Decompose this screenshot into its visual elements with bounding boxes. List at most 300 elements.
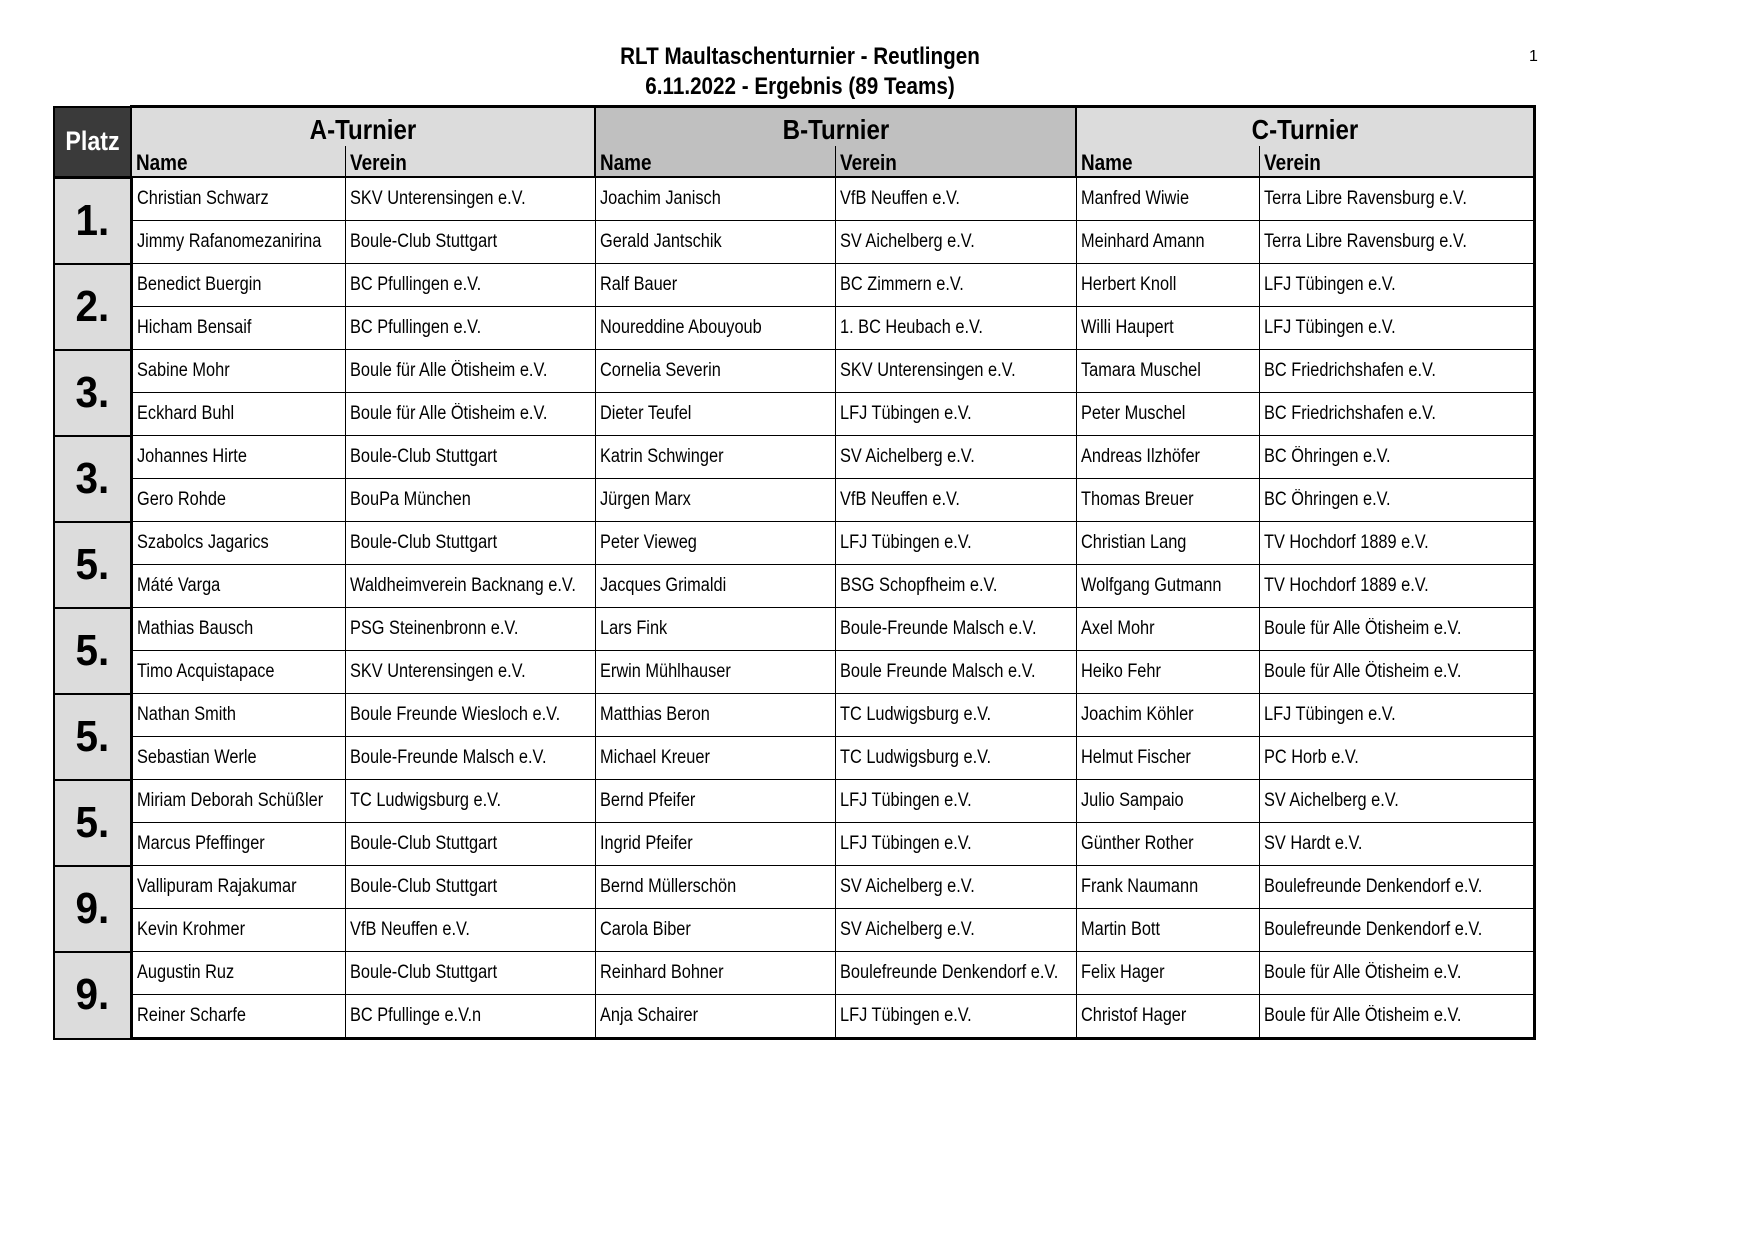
player-name: Bernd Müllerschön: [599, 876, 736, 897]
club-name: Boule für Alle Ötisheim e.V.: [349, 360, 547, 381]
cell-b-name: [595, 823, 835, 866]
player-name: Augustin Ruz: [136, 962, 234, 983]
cell-a-verein: [345, 177, 595, 221]
cell-c-verein: [1259, 522, 1534, 565]
cell-a-verein: [345, 651, 595, 694]
cell-c-name: [1076, 221, 1259, 264]
player-name: Peter Muschel: [1080, 403, 1185, 424]
cell-b-name: [595, 909, 835, 952]
rank-label: 9.: [75, 970, 110, 1019]
player-name: Benedict Buergin: [136, 274, 261, 295]
club-name: LFJ Tübingen e.V.: [839, 790, 972, 811]
cell-b-name: [595, 608, 835, 651]
player-name: Jimmy Rafanomezanirina: [136, 231, 321, 252]
cell-a-name: [131, 479, 345, 522]
cell-a-verein: [345, 952, 595, 995]
cell-a-verein: [345, 522, 595, 565]
cell-a-name: [131, 221, 345, 264]
player-name: Bernd Pfeifer: [599, 790, 695, 811]
table-row: [54, 608, 1534, 651]
club-name: Boule für Alle Ötisheim e.V.: [349, 403, 547, 424]
cell-a-verein: [345, 995, 595, 1039]
player-name: Peter Vieweg: [599, 532, 697, 553]
table-row: [54, 866, 1534, 909]
player-name: Szabolcs Jagarics: [136, 532, 269, 553]
club-name: Boule Freunde Malsch e.V.: [839, 661, 1036, 682]
cell-b-name: [595, 952, 835, 995]
cell-b-verein: [835, 866, 1076, 909]
col-label: Name: [1081, 150, 1133, 175]
player-name: Ralf Bauer: [599, 274, 677, 295]
table-row: [54, 264, 1534, 307]
player-name: Ingrid Pfeifer: [599, 833, 693, 854]
cell-b-verein: [835, 608, 1076, 651]
club-name: SKV Unterensingen e.V.: [349, 188, 526, 209]
table-row: [54, 909, 1534, 952]
player-name: Carola Biber: [599, 919, 691, 940]
club-name: LFJ Tübingen e.V.: [839, 1005, 972, 1026]
cell-a-name: [131, 866, 345, 909]
rank-label: 1.: [75, 195, 110, 245]
cell-c-verein: [1259, 737, 1534, 780]
player-name: Timo Acquistapace: [136, 661, 274, 682]
club-name: SV Aichelberg e.V.: [839, 231, 975, 252]
table-row: [54, 479, 1534, 522]
cell-a-name: [131, 264, 345, 307]
player-name: Julio Sampaio: [1080, 790, 1184, 811]
player-name: Andreas Ilzhöfer: [1080, 446, 1200, 467]
cell-b-verein: [835, 393, 1076, 436]
col-label: Verein: [349, 150, 407, 175]
cell-c-verein: [1259, 823, 1534, 866]
cell-c-verein: [1259, 307, 1534, 350]
cell-a-name: [131, 651, 345, 694]
col-header-c-name: [1076, 146, 1259, 177]
table-row: [54, 651, 1534, 694]
document-title: [112, 43, 1488, 71]
player-name: Willi Haupert: [1080, 317, 1174, 338]
rank-cell: [54, 264, 131, 350]
cell-c-verein: [1259, 393, 1534, 436]
cell-a-name: [131, 436, 345, 479]
club-name: TC Ludwigsburg e.V.: [349, 790, 501, 811]
col-label: Name: [136, 150, 188, 175]
club-name: BC Pfullinge e.V.n: [349, 1005, 481, 1026]
player-name: Tamara Muschel: [1080, 360, 1201, 381]
cell-a-verein: [345, 909, 595, 952]
cell-a-verein: [345, 866, 595, 909]
table-row: [54, 307, 1534, 350]
player-name: Mathias Bausch: [136, 618, 253, 639]
club-name: PC Horb e.V.: [1263, 747, 1359, 768]
cell-c-verein: [1259, 866, 1534, 909]
cell-a-name: [131, 393, 345, 436]
club-name: BC Pfullingen e.V.: [349, 274, 481, 295]
cell-a-verein: [345, 264, 595, 307]
group-header-b: [595, 107, 1076, 147]
cell-b-verein: [835, 952, 1076, 995]
cell-b-verein: [835, 436, 1076, 479]
table-row: [54, 522, 1534, 565]
cell-c-verein: [1259, 909, 1534, 952]
club-name: SV Hardt e.V.: [1263, 833, 1362, 854]
cell-c-verein: [1259, 651, 1534, 694]
cell-c-verein: [1259, 952, 1534, 995]
rank-cell: [54, 694, 131, 780]
col-label: Name: [600, 150, 652, 175]
table-row: [54, 221, 1534, 264]
group-label-a: A-Turnier: [309, 114, 417, 145]
club-name: LFJ Tübingen e.V.: [839, 532, 972, 553]
cell-b-name: [595, 651, 835, 694]
rank-label: 5.: [75, 539, 110, 589]
cell-b-name: [595, 694, 835, 737]
player-name: Noureddine Abouyoub: [599, 317, 762, 338]
cell-b-name: [595, 307, 835, 350]
group-label-b: B-Turnier: [782, 114, 889, 145]
platz-header-label: Platz: [65, 126, 120, 156]
player-name: Matthias Beron: [599, 704, 710, 725]
player-name: Kevin Krohmer: [136, 919, 245, 940]
player-name: Reinhard Bohner: [599, 962, 724, 983]
player-name: Jacques Grimaldi: [599, 575, 726, 596]
cell-a-name: [131, 350, 345, 393]
cell-b-verein: [835, 909, 1076, 952]
cell-a-name: [131, 995, 345, 1039]
player-name: Michael Kreuer: [599, 747, 710, 768]
club-name: LFJ Tübingen e.V.: [839, 403, 972, 424]
col-header-b-verein: [835, 146, 1076, 177]
cell-c-verein: [1259, 608, 1534, 651]
rank-label: 3.: [75, 453, 110, 503]
club-name: BC Zimmern e.V.: [839, 274, 964, 295]
cell-a-name: [131, 737, 345, 780]
col-header-a-verein: [345, 146, 595, 177]
club-name: BC Friedrichshafen e.V.: [1263, 360, 1436, 381]
player-name: Miriam Deborah Schüßler: [136, 790, 323, 811]
club-name: VfB Neuffen e.V.: [349, 919, 470, 940]
player-name: Felix Hager: [1080, 962, 1165, 983]
club-name: BC Pfullingen e.V.: [349, 317, 481, 338]
cell-a-name: [131, 608, 345, 651]
cell-c-verein: [1259, 436, 1534, 479]
rank-cell: [54, 177, 131, 264]
player-name: Reiner Scharfe: [136, 1005, 246, 1026]
rank-cell: [54, 780, 131, 866]
cell-c-name: [1076, 565, 1259, 608]
player-name: Lars Fink: [599, 618, 667, 639]
club-name: SV Aichelberg e.V.: [839, 446, 975, 467]
club-name: BSG Schopfheim e.V.: [839, 575, 997, 596]
cell-b-name: [595, 565, 835, 608]
cell-b-verein: [835, 694, 1076, 737]
cell-c-name: [1076, 350, 1259, 393]
cell-c-name: [1076, 651, 1259, 694]
cell-b-name: [595, 780, 835, 823]
club-name: BC Friedrichshafen e.V.: [1263, 403, 1436, 424]
cell-c-name: [1076, 479, 1259, 522]
cell-b-name: [595, 350, 835, 393]
cell-c-name: [1076, 307, 1259, 350]
cell-a-verein: [345, 823, 595, 866]
col-label: Verein: [839, 150, 897, 175]
cell-b-verein: [835, 651, 1076, 694]
club-name: SKV Unterensingen e.V.: [839, 360, 1016, 381]
title-line-1: RLT Maultaschenturnier - Reutlingen: [620, 43, 980, 70]
cell-c-name: [1076, 177, 1259, 221]
col-header-c-verein: [1259, 146, 1534, 177]
cell-c-name: [1076, 995, 1259, 1039]
player-name: Heiko Fehr: [1080, 661, 1161, 682]
results-body: [54, 177, 1534, 1039]
cell-b-name: [595, 221, 835, 264]
player-name: Herbert Knoll: [1080, 274, 1176, 295]
cell-c-name: [1076, 522, 1259, 565]
club-name: Boulefreunde Denkendorf e.V.: [1263, 876, 1482, 897]
cell-b-name: [595, 177, 835, 221]
player-name: Meinhard Amann: [1080, 231, 1205, 252]
cell-b-name: [595, 737, 835, 780]
table-row: [54, 780, 1534, 823]
player-name: Christian Schwarz: [136, 188, 269, 209]
cell-c-name: [1076, 780, 1259, 823]
cell-c-verein: [1259, 479, 1534, 522]
platz-header: [54, 107, 131, 178]
cell-c-name: [1076, 823, 1259, 866]
club-name: Boule Freunde Wiesloch e.V.: [349, 704, 560, 725]
club-name: Boule-Club Stuttgart: [349, 446, 497, 467]
club-name: SV Aichelberg e.V.: [839, 919, 975, 940]
rank-label: 5.: [75, 711, 110, 761]
cell-b-name: [595, 264, 835, 307]
table-row: [54, 952, 1534, 995]
cell-a-verein: [345, 307, 595, 350]
player-name: Erwin Mühlhauser: [599, 661, 731, 682]
player-name: Christian Lang: [1080, 532, 1186, 553]
cell-a-name: [131, 780, 345, 823]
club-name: VfB Neuffen e.V.: [839, 489, 960, 510]
club-name: LFJ Tübingen e.V.: [1263, 274, 1396, 295]
player-name: Nathan Smith: [136, 704, 236, 725]
club-name: SV Aichelberg e.V.: [1263, 790, 1399, 811]
player-name: Vallipuram Rajakumar: [136, 876, 297, 897]
club-name: 1. BC Heubach e.V.: [839, 317, 983, 338]
cell-b-name: [595, 436, 835, 479]
cell-b-verein: [835, 995, 1076, 1039]
col-header-a-name: [131, 146, 345, 177]
results-table: [53, 105, 1536, 1040]
cell-a-name: [131, 307, 345, 350]
player-name: Wolfgang Gutmann: [1080, 575, 1222, 596]
club-name: Boule-Freunde Malsch e.V.: [839, 618, 1037, 639]
club-name: Boule-Club Stuttgart: [349, 876, 497, 897]
group-header-c: [1076, 107, 1534, 147]
cell-a-name: [131, 522, 345, 565]
player-name: Cornelia Severin: [599, 360, 721, 381]
club-name: Boule-Club Stuttgart: [349, 532, 497, 553]
rank-label: 5.: [75, 625, 110, 675]
player-name: Sebastian Werle: [136, 747, 257, 768]
cell-a-name: [131, 909, 345, 952]
player-name: Johannes Hirte: [136, 446, 247, 467]
player-name: Katrin Schwinger: [599, 446, 724, 467]
table-row: [54, 565, 1534, 608]
cell-a-verein: [345, 479, 595, 522]
club-name: Waldheimverein Backnang e.V.: [349, 575, 576, 596]
club-name: LFJ Tübingen e.V.: [839, 833, 972, 854]
cell-b-verein: [835, 780, 1076, 823]
club-name: Boulefreunde Denkendorf e.V.: [1263, 919, 1482, 940]
club-name: SKV Unterensingen e.V.: [349, 661, 526, 682]
club-name: TC Ludwigsburg e.V.: [839, 747, 991, 768]
cell-c-name: [1076, 952, 1259, 995]
player-name: Sabine Mohr: [136, 360, 230, 381]
cell-a-verein: [345, 350, 595, 393]
table-row: [54, 350, 1534, 393]
cell-c-verein: [1259, 565, 1534, 608]
rank-label: 3.: [75, 367, 110, 417]
rank-label: 2.: [75, 281, 110, 331]
player-name: Hicham Bensaif: [136, 317, 251, 338]
cell-b-name: [595, 995, 835, 1039]
cell-c-name: [1076, 866, 1259, 909]
player-name: Axel Mohr: [1080, 618, 1155, 639]
table-row: [54, 823, 1534, 866]
club-name: LFJ Tübingen e.V.: [1263, 704, 1396, 725]
table-row: [54, 393, 1534, 436]
player-name: Martin Bott: [1080, 919, 1160, 940]
rank-cell: [54, 952, 131, 1039]
cell-a-name: [131, 177, 345, 221]
cell-a-verein: [345, 608, 595, 651]
club-name: Boule-Club Stuttgart: [349, 231, 497, 252]
cell-b-verein: [835, 823, 1076, 866]
player-name: Dieter Teufel: [599, 403, 691, 424]
rank-cell: [54, 866, 131, 952]
player-name: Christof Hager: [1080, 1005, 1186, 1026]
cell-b-name: [595, 522, 835, 565]
club-name: VfB Neuffen e.V.: [839, 188, 960, 209]
table-row: [54, 177, 1534, 221]
title-line-2: 6.11.2022 - Ergebnis (89 Teams): [645, 73, 955, 100]
player-name: Gero Rohde: [136, 489, 226, 510]
cell-c-verein: [1259, 780, 1534, 823]
cell-c-name: [1076, 608, 1259, 651]
club-name: PSG Steinenbronn e.V.: [349, 618, 518, 639]
cell-a-name: [131, 694, 345, 737]
cell-b-name: [595, 479, 835, 522]
club-name: Terra Libre Ravensburg e.V.: [1263, 188, 1467, 209]
club-name: TV Hochdorf 1889 e.V.: [1263, 532, 1429, 553]
cell-b-verein: [835, 307, 1076, 350]
table-row: [54, 436, 1534, 479]
cell-b-name: [595, 866, 835, 909]
club-name: BC Öhringen e.V.: [1263, 489, 1391, 510]
club-name: Boule für Alle Ötisheim e.V.: [1263, 1005, 1461, 1026]
cell-a-name: [131, 952, 345, 995]
cell-c-name: [1076, 436, 1259, 479]
player-name: Máté Varga: [136, 575, 220, 596]
player-name: Marcus Pfeffinger: [136, 833, 265, 854]
cell-a-verein: [345, 221, 595, 264]
player-name: Thomas Breuer: [1080, 489, 1194, 510]
player-name: Frank Naumann: [1080, 876, 1198, 897]
club-name: SV Aichelberg e.V.: [839, 876, 975, 897]
cell-a-verein: [345, 737, 595, 780]
cell-c-name: [1076, 694, 1259, 737]
rank-cell: [54, 522, 131, 608]
col-label: Verein: [1263, 150, 1321, 175]
player-name: Joachim Janisch: [599, 188, 721, 209]
col-header-b-name: [595, 146, 835, 177]
cell-a-name: [131, 823, 345, 866]
cell-b-verein: [835, 565, 1076, 608]
cell-c-verein: [1259, 350, 1534, 393]
cell-a-verein: [345, 393, 595, 436]
cell-b-name: [595, 393, 835, 436]
rank-label: 5.: [75, 797, 110, 847]
club-name: Boule-Club Stuttgart: [349, 833, 497, 854]
player-name: Anja Schairer: [599, 1005, 698, 1026]
club-name: Boulefreunde Denkendorf e.V.: [839, 962, 1058, 983]
cell-a-verein: [345, 694, 595, 737]
cell-c-name: [1076, 909, 1259, 952]
cell-b-verein: [835, 177, 1076, 221]
page-number: 1: [1529, 48, 1538, 65]
cell-c-verein: [1259, 264, 1534, 307]
club-name: Boule-Club Stuttgart: [349, 962, 497, 983]
player-name: Jürgen Marx: [599, 489, 691, 510]
cell-b-verein: [835, 221, 1076, 264]
player-name: Günther Rother: [1080, 833, 1194, 854]
player-name: Joachim Köhler: [1080, 704, 1194, 725]
player-name: Gerald Jantschik: [599, 231, 722, 252]
player-name: Eckhard Buhl: [136, 403, 234, 424]
document-subtitle: [112, 73, 1488, 101]
club-name: TV Hochdorf 1889 e.V.: [1263, 575, 1429, 596]
table-row: [54, 737, 1534, 780]
cell-b-verein: [835, 737, 1076, 780]
table-row: [54, 694, 1534, 737]
rank-label: 9.: [75, 883, 110, 933]
cell-a-verein: [345, 436, 595, 479]
club-name: BouPa München: [349, 489, 471, 510]
cell-a-name: [131, 565, 345, 608]
club-name: TC Ludwigsburg e.V.: [839, 704, 991, 725]
cell-c-verein: [1259, 995, 1534, 1039]
cell-b-verein: [835, 522, 1076, 565]
rank-cell: [54, 608, 131, 694]
club-name: Terra Libre Ravensburg e.V.: [1263, 231, 1467, 252]
group-label-c: C-Turnier: [1251, 114, 1359, 145]
rank-cell: [54, 436, 131, 522]
cell-b-verein: [835, 264, 1076, 307]
club-name: Boule-Freunde Malsch e.V.: [349, 747, 546, 768]
cell-c-name: [1076, 737, 1259, 780]
cell-b-verein: [835, 350, 1076, 393]
cell-c-name: [1076, 264, 1259, 307]
cell-a-verein: [345, 780, 595, 823]
club-name: Boule für Alle Ötisheim e.V.: [1263, 661, 1461, 682]
club-name: Boule für Alle Ötisheim e.V.: [1263, 618, 1461, 639]
player-name: Manfred Wiwie: [1080, 188, 1189, 209]
cell-a-verein: [345, 565, 595, 608]
cell-c-name: [1076, 393, 1259, 436]
table-row: [54, 995, 1534, 1039]
club-name: Boule für Alle Ötisheim e.V.: [1263, 962, 1461, 983]
cell-c-verein: [1259, 221, 1534, 264]
club-name: LFJ Tübingen e.V.: [1263, 317, 1396, 338]
